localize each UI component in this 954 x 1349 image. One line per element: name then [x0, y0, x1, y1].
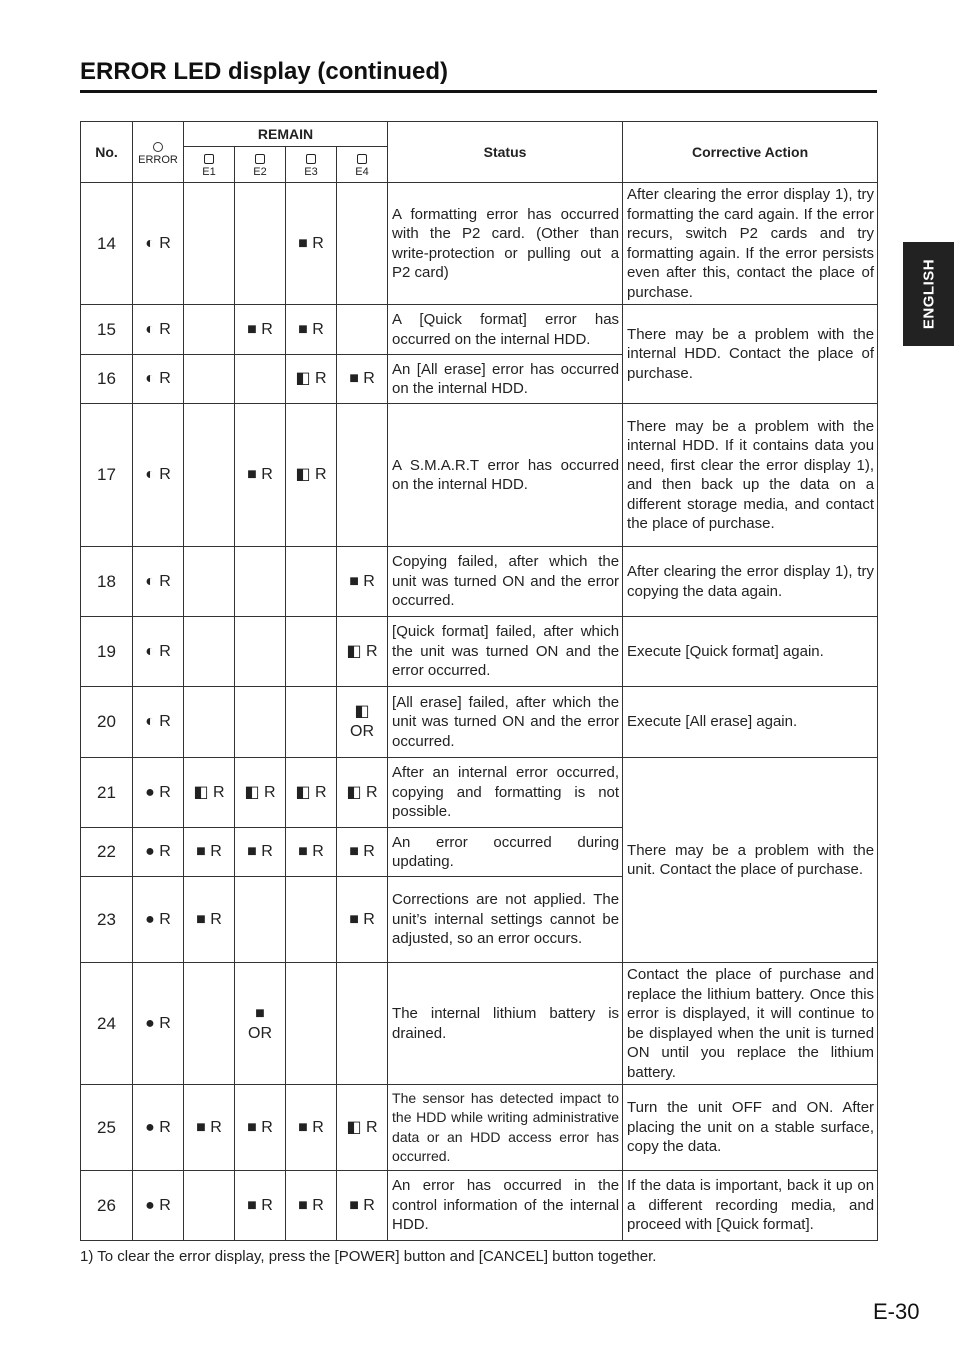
header-action: Corrective Action [623, 122, 878, 183]
table-row [81, 1085, 878, 1171]
error-led: ● R [133, 877, 184, 963]
e1-led [184, 305, 235, 355]
error-led-icon [153, 142, 163, 152]
row-no: 26 [81, 1171, 133, 1241]
e3-led [286, 963, 337, 1085]
e4-led-symbol: ◧ [354, 703, 370, 720]
language-tab [903, 242, 954, 346]
action-text: Turn the unit OFF and ON. After placing the unit on a stable surface, copy the data. [623, 1085, 878, 1171]
e2-led [235, 355, 286, 404]
e1-led [184, 1171, 235, 1241]
action-text: Contact the place of purchase and replace the lithium battery. Once this error is displayed, it will continue to be displayed when the unit is turned ON until you replace the lithium battery. [623, 963, 878, 1085]
e2-led-mode: OR [248, 1024, 272, 1042]
e4-led: ■ R [337, 355, 388, 404]
action-text: If the data is important, back it up on a different recording media, and proceed with [Quick format]. [623, 1171, 878, 1241]
e1-led [184, 183, 235, 305]
row-no: 17 [81, 404, 133, 547]
error-led: ● R [133, 758, 184, 828]
error-led: ● R [133, 1085, 184, 1171]
error-led: ● R [133, 1171, 184, 1241]
footnote: 1) To clear the error display, press the [POWER] button and [CANCEL] button together. [80, 1248, 657, 1265]
e3-led: ◧ R [286, 404, 337, 547]
e3-led: ■ R [286, 1171, 337, 1241]
error-led-table [80, 121, 878, 1241]
row-no: 19 [81, 617, 133, 687]
e3-led [286, 877, 337, 963]
header-e3-label: E3 [304, 166, 318, 178]
status-text: [All erase] failed, after which the unit was turned ON and the error occurred. [388, 687, 623, 758]
e2-led [235, 877, 286, 963]
header-e4 [337, 147, 388, 183]
row-no: 18 [81, 547, 133, 617]
e4-led: ■ R [337, 1171, 388, 1241]
status-text: The sensor has detected impact to the HDD while writing administrative data or an HDD access error has occurred. [388, 1085, 623, 1171]
e3-led [286, 617, 337, 687]
table-row [81, 183, 878, 305]
remain-led-icon [306, 154, 316, 164]
e2-led: ■ R [235, 305, 286, 355]
row-no: 14 [81, 183, 133, 305]
status-text: A formatting error has occurred with the P2 card. (Other than write-protection or pulling out a P2 card) [388, 183, 623, 305]
e2-led-symbol: ■ [255, 1004, 265, 1022]
remain-led-icon [204, 154, 214, 164]
e2-led: ■ R [235, 1085, 286, 1171]
e3-led [286, 547, 337, 617]
e1-led [184, 963, 235, 1085]
e4-led: ◧ R [337, 1085, 388, 1171]
row-no: 24 [81, 963, 133, 1085]
e2-led: ■ R [235, 1171, 286, 1241]
e2-led [235, 617, 286, 687]
error-led: ● R [133, 963, 184, 1085]
e3-led: ◧ R [286, 758, 337, 828]
e2-led: ■ R [235, 828, 286, 877]
table-row [81, 617, 878, 687]
e1-led [184, 687, 235, 758]
row-no: 15 [81, 305, 133, 355]
header-error [133, 122, 184, 183]
action-text: After clearing the error display 1), try formatting the card again. If the error recurs, switch P2 cards and try formatting again. If the error persists even after this, contact the place of purchase. [623, 183, 878, 305]
remain-led-icon [255, 154, 265, 164]
e4-led [337, 305, 388, 355]
e4-led: ◧ R [337, 617, 388, 687]
status-text: An [All erase] error has occurred on the internal HDD. [388, 355, 623, 404]
e3-led: ■ R [286, 828, 337, 877]
e4-led-mode: OR [350, 723, 375, 740]
e2-led [235, 687, 286, 758]
e2-led [235, 963, 286, 1085]
e4-led [337, 687, 388, 758]
e4-led: ◧ R [337, 758, 388, 828]
e4-led [337, 404, 388, 547]
table-row [81, 687, 878, 758]
action-text: There may be a problem with the internal HDD. Contact the place of purchase. [623, 305, 878, 404]
status-text: The internal lithium battery is drained. [388, 963, 623, 1085]
row-no: 22 [81, 828, 133, 877]
action-text: There may be a problem with the unit. Contact the place of purchase. [623, 758, 878, 963]
e4-led: ■ R [337, 828, 388, 877]
e3-led [286, 687, 337, 758]
header-error-label: ERROR [138, 153, 178, 166]
e1-led [184, 404, 235, 547]
header-e3 [286, 147, 337, 183]
action-text: After clearing the error display 1), try copying the data again. [623, 547, 878, 617]
status-text: [Quick format] failed, after which the unit was turned ON and the error occurred. [388, 617, 623, 687]
page-number: E-30 [873, 1299, 920, 1324]
status-text: A S.M.A.R.T error has occurred on the internal HDD. [388, 404, 623, 547]
e2-led [235, 183, 286, 305]
e3-led: ◧ R [286, 355, 337, 404]
e1-led: ■ R [184, 1085, 235, 1171]
status-text: An error has occurred in the control information of the internal HDD. [388, 1171, 623, 1241]
header-remain: REMAIN [184, 122, 388, 147]
action-text: Execute [All erase] again. [623, 687, 878, 758]
page-title: ERROR LED display (continued) [80, 58, 877, 93]
table-row [81, 963, 878, 1085]
table-row [81, 305, 878, 355]
error-led: ◐ R [133, 305, 184, 355]
error-led: ● R [133, 828, 184, 877]
status-text: Corrections are not applied. The unit’s internal settings cannot be adjusted, so an error occurs. [388, 877, 623, 963]
e4-led: ■ R [337, 877, 388, 963]
row-no: 23 [81, 877, 133, 963]
error-led: ◐ R [133, 687, 184, 758]
e3-led: ■ R [286, 183, 337, 305]
table-row [81, 404, 878, 547]
status-text: After an internal error occurred, copying and formatting is not possible. [388, 758, 623, 828]
row-no: 16 [81, 355, 133, 404]
status-text: Copying failed, after which the unit was turned ON and the error occurred. [388, 547, 623, 617]
error-led: ◐ R [133, 617, 184, 687]
error-led: ◐ R [133, 355, 184, 404]
remain-led-icon [357, 154, 367, 164]
e1-led [184, 617, 235, 687]
e3-led: ■ R [286, 305, 337, 355]
header-e4-label: E4 [355, 166, 369, 178]
header-e2 [235, 147, 286, 183]
e1-led: ◧ R [184, 758, 235, 828]
e2-led [235, 547, 286, 617]
e1-led [184, 547, 235, 617]
e3-led: ■ R [286, 1085, 337, 1171]
header-e2-label: E2 [253, 166, 267, 178]
action-text: Execute [Quick format] again. [623, 617, 878, 687]
row-no: 25 [81, 1085, 133, 1171]
error-led: ◐ R [133, 404, 184, 547]
header-e1 [184, 147, 235, 183]
row-no: 20 [81, 687, 133, 758]
status-text: An error occurred during updating. [388, 828, 623, 877]
e2-led: ■ R [235, 404, 286, 547]
e4-led [337, 183, 388, 305]
language-tab-label: ENGLISH [920, 258, 937, 330]
table-row [81, 1171, 878, 1241]
e1-led [184, 355, 235, 404]
status-text: A [Quick format] error has occurred on the internal HDD. [388, 305, 623, 355]
row-no: 21 [81, 758, 133, 828]
error-led: ◐ R [133, 183, 184, 305]
table-row [81, 547, 878, 617]
e2-led: ◧ R [235, 758, 286, 828]
action-text: There may be a problem with the internal HDD. If it contains data you need, first clear the error display 1), and then back up the data on a different storage media, and contact the place of purchase. [623, 404, 878, 547]
error-led: ◐ R [133, 547, 184, 617]
table-row [81, 758, 878, 828]
e4-led [337, 963, 388, 1085]
header-status: Status [388, 122, 623, 183]
e4-led: ■ R [337, 547, 388, 617]
e1-led: ■ R [184, 877, 235, 963]
header-e1-label: E1 [202, 166, 216, 178]
header-no: No. [81, 122, 133, 183]
e1-led: ■ R [184, 828, 235, 877]
